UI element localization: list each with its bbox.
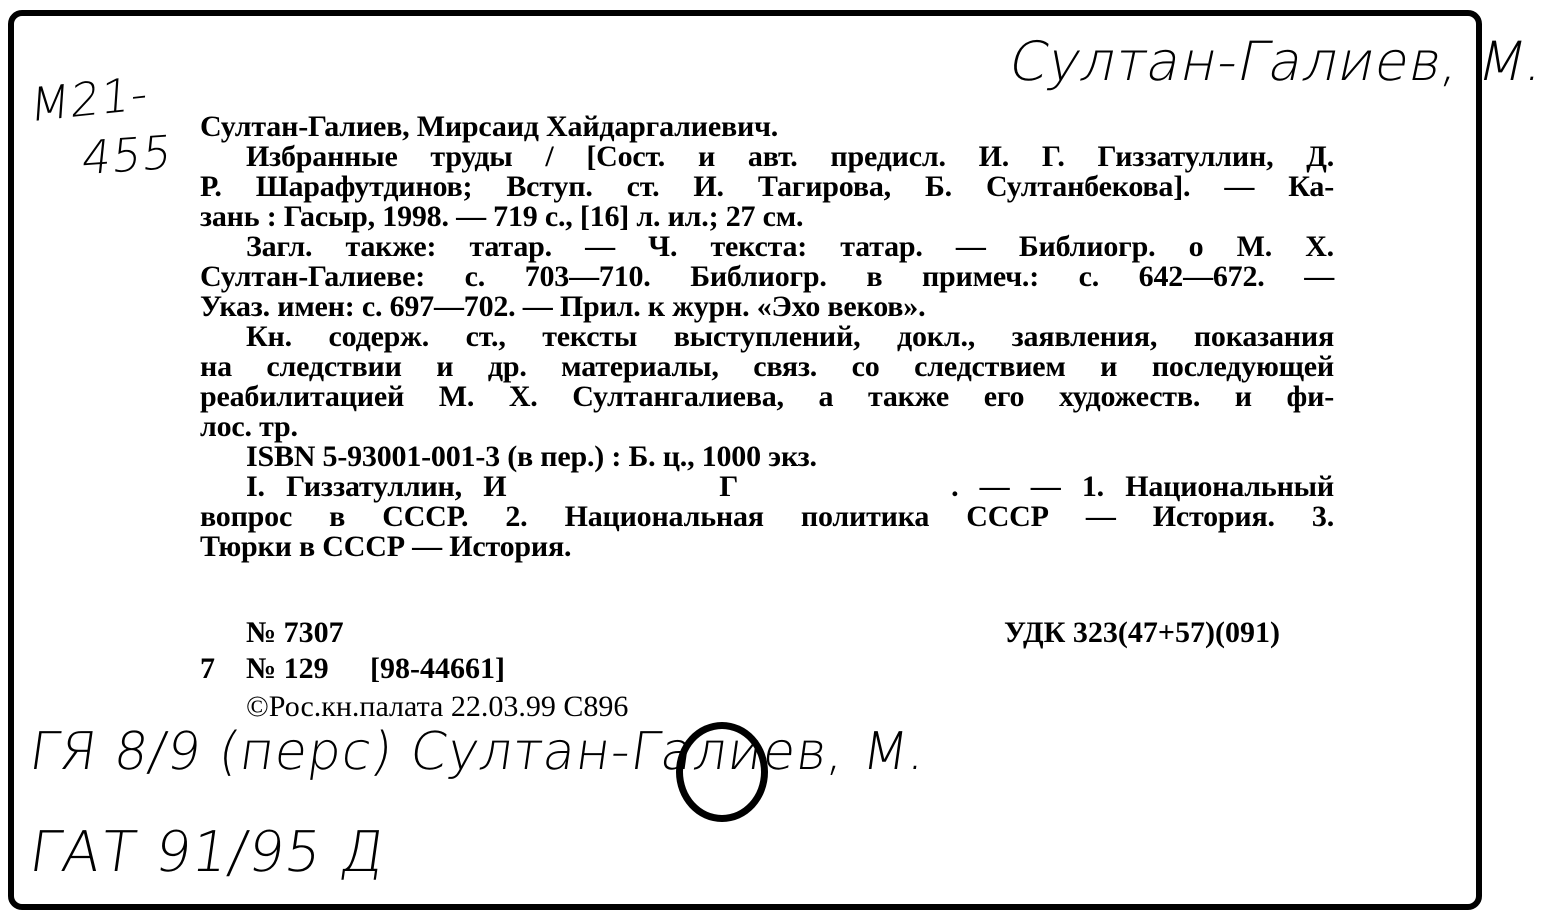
title-line: Р. Шарафутдинов; Вступ. ст. И. Тагирова, Б. Султанбекова]. — Ка- bbox=[200, 170, 1334, 203]
isbn-line: ISBN 5-93001-001-3 (в пер.) : Б. ц., 1000 экз. bbox=[246, 440, 817, 473]
registration-number: [98-44661] bbox=[370, 652, 505, 685]
handwritten-call-number-line2: 455 bbox=[79, 124, 176, 186]
contents-line: реабилитацией М. Х. Султангалиева, а также его художеств. и фи- bbox=[200, 380, 1334, 413]
subjects-line: I. Гиззатуллин, И Г . — — 1. Национальный bbox=[246, 470, 1334, 503]
subjects-line: Тюрки в СССР — История. bbox=[200, 530, 572, 563]
title-line: Избранные труды / [Сост. и авт. предисл. И. Г. Гиззатуллин, Д. bbox=[246, 140, 1334, 173]
notes-line: Указ. имен: с. 697—702. — Прил. к журн. «Эхо веков». bbox=[200, 290, 926, 323]
contents-line: лос. тр. bbox=[200, 410, 298, 443]
handwritten-location-mark: ГАТ 91/95 Д bbox=[25, 820, 390, 885]
handwritten-shelf-mark: ГЯ 8/9 (перс) Султан-Галиев, М. bbox=[25, 722, 931, 782]
handwritten-call-number-line1: М21- bbox=[28, 65, 151, 133]
contents-line: Кн. содерж. ст., тексты выступлений, докл., заявления, показания bbox=[246, 320, 1334, 353]
card-number: № 129 bbox=[246, 652, 329, 685]
record-heading: Султан-Галиев, Мирсаид Хайдаргалиевич. bbox=[200, 110, 779, 143]
notes-line: Султан-Галиеве: с. 703—710. Библиогр. в примеч.: с. 642—672. — bbox=[200, 260, 1334, 293]
udc-classification: УДК 323(47+57)(091) bbox=[1004, 616, 1280, 649]
circle-stamp-icon bbox=[676, 722, 768, 822]
handwritten-heading: Султан-Галиев, М. bbox=[1003, 30, 1552, 93]
subjects-line: вопрос в СССР. 2. Национальная политика СССР — История. 3. bbox=[200, 500, 1334, 533]
copyright-line: ©Рос.кн.палата 22.03.99 С896 bbox=[246, 690, 629, 723]
index-digit: 7 bbox=[200, 652, 215, 685]
notes-line: Загл. также: татар. — Ч. текста: татар. — Библиогр. о М. Х. bbox=[246, 230, 1334, 263]
title-line: зань : Гасыр, 1998. — 719 с., [16] л. ил.; 27 см. bbox=[200, 200, 804, 233]
contents-line: на следствии и др. материалы, связ. со следствием и последующей bbox=[200, 350, 1334, 383]
record-number: № 7307 bbox=[246, 616, 344, 649]
catalog-record bbox=[200, 112, 1334, 562]
